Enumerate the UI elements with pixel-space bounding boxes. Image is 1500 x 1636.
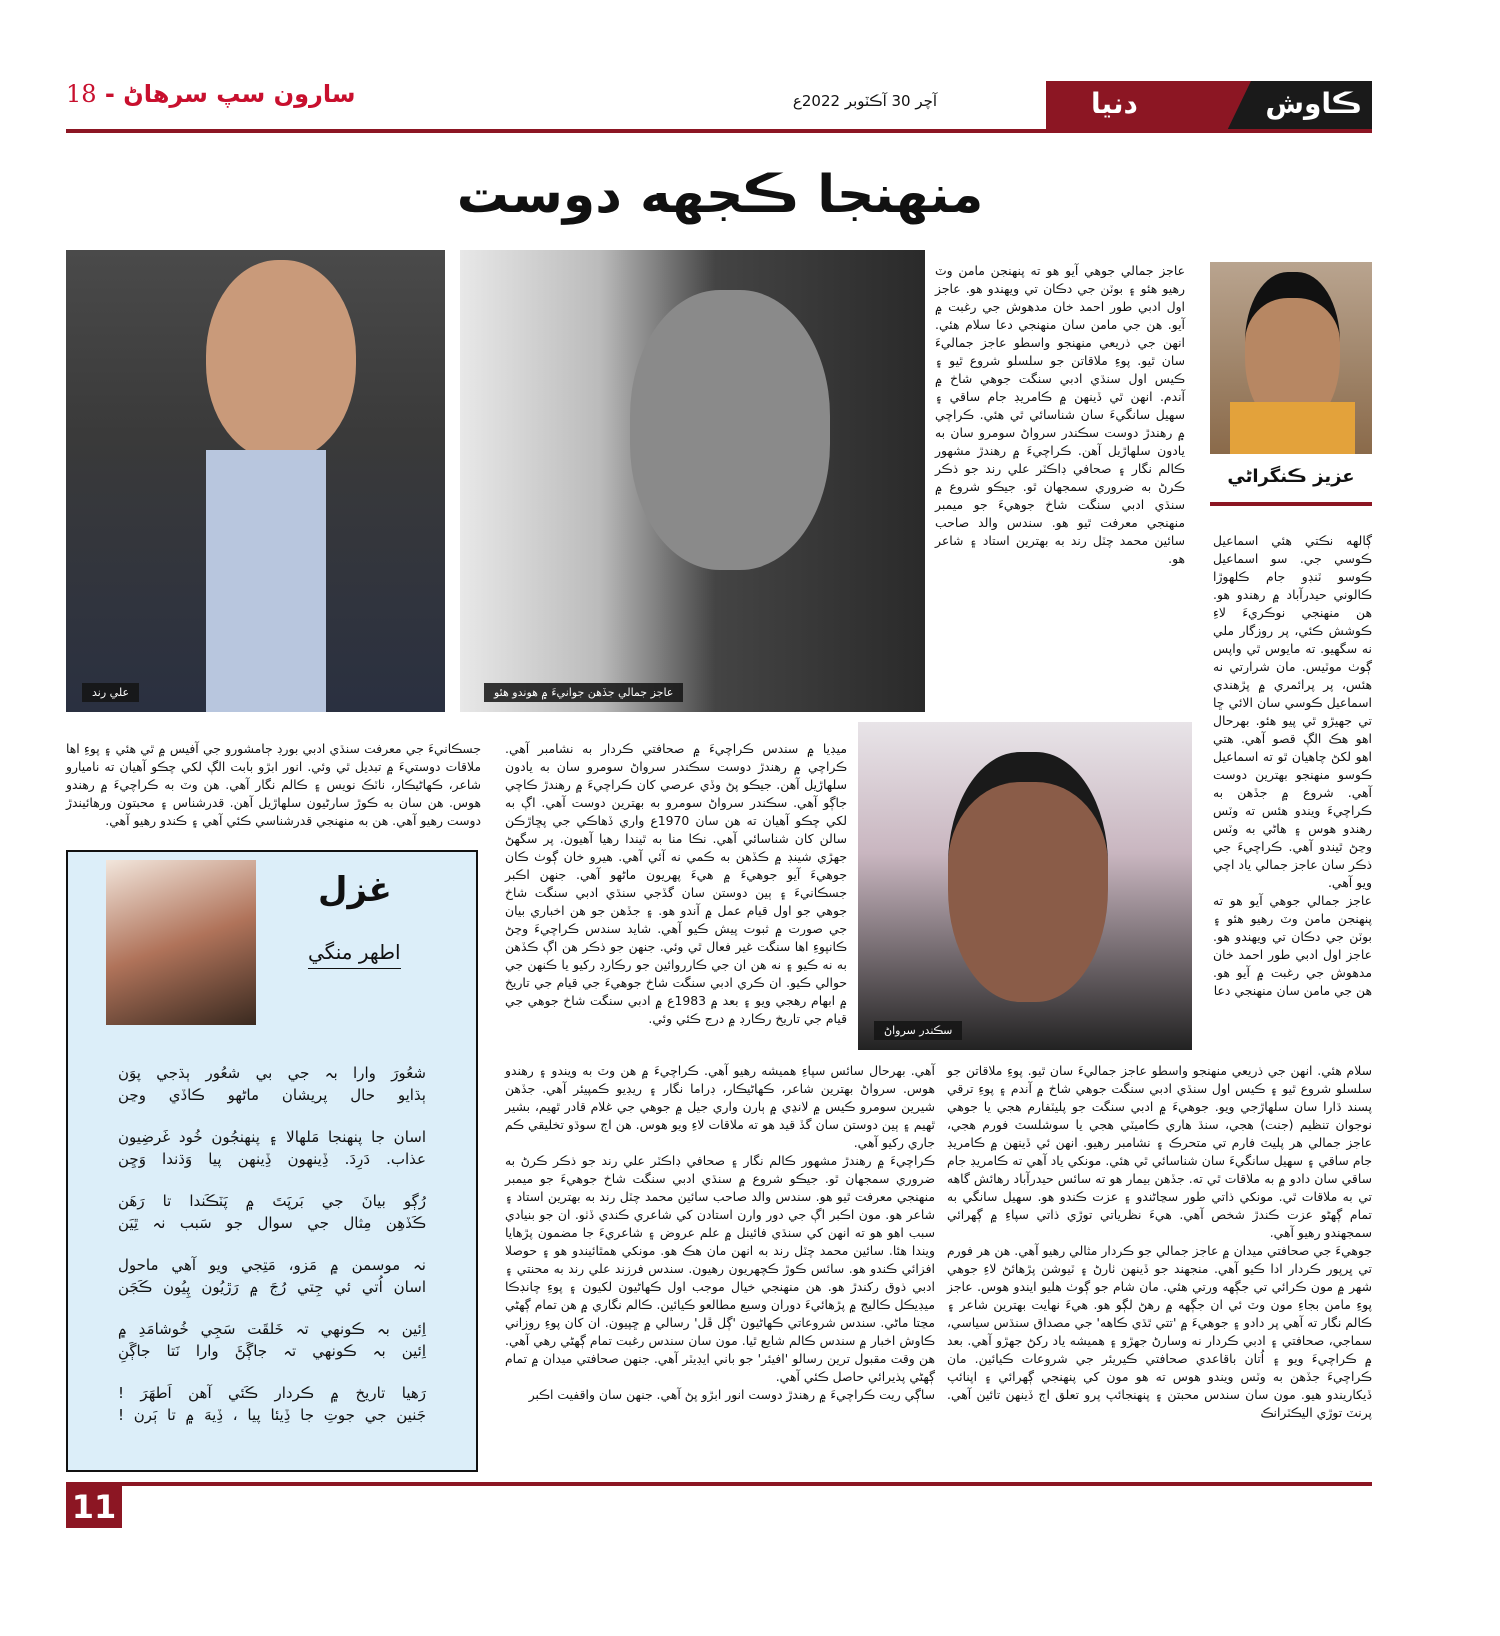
article-column-top-middle: عاجز جمالي جوهي آيو هو ته پنهنجن مامن وٽ رهيو هئو ۽ بوٽن جي دڪان تي ويهندو هو. عاجز اول ادبي طور احمد خان مدهوش جي رغبت ۾ آيو. هن جي مامن سان منهنجي دعا سلام هئي. انهن جي ذريعي منهنجو واسطو عاجز جماليءَ سان ٿيو. پوءِ ملاقاتن جو سلسلو شروع ٿيو ۽ ڪيس اول سنڌي ادبي سنگت جوهي شاخ ۾ آندم. انهن ٿي ڏينهن ۾ ڪامريڊ جام ساقي ۽ سهيل سانگيءَ سان شناسائي ٿي هئي. ڪراچي ۾ رهندڙ دوست سڪندر سرواڻ سومرو سان به يادون سلهاڙيل آهن. ڪراچيءَ ۾ رهندڙ مشهور ڪالم نگار ۽ صحافي ڊاڪٽر علي رند جو ذڪر ڪرڻ به ضروري سمجهان ٿو. جيڪو شروع ۾ سنڌي ادبي سنگت شاخ جوهيءَ جو ميمبر منهنجي معرفت ٿيو هو. سندس والد صاحب سائين محمد چٽل رند به بهترين استاد ۽ شاعر هو. — [935, 263, 1185, 566]
face-shape — [206, 260, 356, 460]
section-name: سارون سپ سرهاڻ — [123, 80, 356, 108]
caption-sikandar: سڪندر سرواڻ — [874, 1021, 962, 1040]
face-shape — [630, 290, 830, 570]
issue-date: آچر 30 آڪٽوبر 2022ع — [792, 92, 938, 110]
ghazal-line: رُڳو بيانَ جي بَرپَتَ ۾ پَٽڪَندا تا رَهَن — [118, 1192, 426, 1210]
logo-kawish: ڪاوش — [1265, 87, 1362, 120]
author-name: عزيز ڪنگراڻي — [1227, 466, 1355, 487]
caption-ali-rind: علي رند — [82, 683, 139, 702]
article-column-bottom-right: سلام هئي. انهن جي ذريعي منهنجو واسطو عاجز جماليءَ سان ٿيو. پوءِ ملاقاتن جو سلسلو شروع ٿيو ۽ ڪيس اول سنڌي ادبي سنگت جوهي شاخ ۾ آندم ۽ پوءِ ترقي پسند ڌارا سان سلهاڙجي ويو. جوهيءَ ۾ ادبي سنگت جو پليٽفارم هجي يا جوهي نوجوان تنظيم (جنت) هجي، سنڌ هاري ڪاميٽي هجي يا سوشلسٽ فورم هجي، عاجز جمالي هر پليٽ فارم تي متحرڪ ۽ نشامبر رهيو. انهن ئي ڏينهن ۾ ڪامريڊ جام ساقي ۽ سهيل سانگيءَ سان شناسائي ٿي هئي. مونکي ياد آهي ته ڪامريڊ جام ساقي سان دادو ۾ به ملاقات ٿي ته. جڏهن بيمار هو ته سائس حيدرآباد رهائش گاهه تي به ملاقات ٿي. مونکي ذاتي طور سڃاڻندو ۽ عزت ڪندو هو. سهيل سانگي به تمام ڳهڻو عزت ڪندڙ شخص آهي. هيءَ نظرياتي توڙي ذاتي سپاءِ ۾ ڳهرائي سمجهندو رهيو آهي. جوهيءَ جي صحافتي ميدان ۾ عاجز جمالي جو ڪردار مثالي رهيو آهي. هن هر فورم تي ڀرپور ڪردار ادا ڪيو آهي. منجهند جو ڏينهن ٺارڻ ۽ ٽيوشن پڙهائڻ لاءِ جوهي شهر ۾ مون ڪرائي تي جڳهه ورتي هئي. مان شام جو ڳوٺ هليو ايندو هوس. عاجز پوءِ مامن بجاءِ مون وٽ ئي ان جڳهه ۾ رهڻ لڳو هو. هيءَ نهايت بهترين شاعر ۽ ڪالم نگار ته آهي پر دادو ۽ جوهيءَ ۾ 'تتي ٿڌي ڪاهه' جي مصداق سنڌس سياسي، سماجي، صحافتي ۽ ادبي ڪردار نه وسارڻ جهڙو ۽ هميشه ياد رکڻ جهڙو آهي. بعد ۾ ڪراچيءَ ويو ۽ اُتان باقاعدي صحافتي ڪيريئر جي شروعات ڪيائين. مان ڪراچيءَ جڏهن به وٽس ويندو هوس ته هو مون کي پنهنجي ڳهرائي ۽ اپنائپ ڏيکاريندو هيو. مون سان سندس محبتن ۽ پنهنجائپ پرو تعلق اڄ ڏينهن تائين آهي. پرنٽ توڙي اليڪٽرانڪ — [947, 1063, 1372, 1420]
page-number: 11 — [66, 1486, 122, 1528]
poet-name: اطهر منگي — [308, 940, 401, 969]
page-title: منهنجا ڪجهه دوست — [456, 165, 984, 225]
article-column-left-top: جسڪانيءَ جي معرفت سنڌي ادبي بورڊ ڄامشورو جي آفيس ۾ ٿي هئي ۽ پوءِ اها ملاقات دوستيءَ ۾ تبديل ٿي وئي. انور ابڙو بابت الڳ لکي چڪو آهيان ته ناميارو شاعر، ڪهاڻيڪار، ناٽڪ نويس ۽ ڪالم نگار آهي. هن وٽ به ڪراچيءَ ۾ رهندو هوس. هن سان به ڪوڙ سارڻيون سلهاڙيل آهن. قدرشناس ۽ محبتون ورهائيندڙ دوست رهيو آهي. هن به منهنجي قدرشناسي ڪئي آهي ۽ ڪندو رهيو آهي. — [66, 741, 481, 828]
ghazal-line: اِئين بہ ڪونهي تہ خَلقَت سَجِي خُوشامَدِ ۾ — [118, 1320, 426, 1338]
shirt-shape — [206, 450, 326, 712]
ghazal-line: اسان جا پنهنجا مَلهالا ۽ پنهنجُون خُود غَرضِيون — [118, 1128, 426, 1146]
footer-rule — [66, 1482, 1372, 1486]
photo-ajiz-jamali — [460, 250, 925, 712]
ghazal-line: شعُورَ وارا بہ جي بي شعُور ٻڌجي پوَن — [118, 1064, 426, 1082]
article-column-middle: ميڊيا ۾ سندس ڪراچيءَ ۾ صحافتي ڪردار به نشامبر آهي. ڪراچي ۾ رهندڙ دوست سڪندر سرواڻ سومرو سان به يادون سلهاڙيل آهن. جيڪو پڻ وڏي عرصي کان ڪراچيءَ ۾ رهندڙ ڪاچي جاڳو آهي. سڪندر سرواڻ سومرو به بهترين دوست آهي. اڳ به لکي چڪو آهيان ته هن سان 1970ع واري ڏهاڪي جي پڇاڙڪن سالن کان شناسائي آهي. نڪا منا به ٿيندا رهيا آهيون. پر سگهڻ جهڙي شينڊ ۾ ڪڏهن به ڪمي نه آئي آهي. هيرو خان ڳوٺ ڪان جوهيءَ آيو جوهيءَ ۾ هيءَ پهريون ماڻهو آهي. جنهن اڪبر جسڪانيءَ ۽ ٻين دوستن سان گڏجي سنڌي ادبي سنگت شاخ جوهي جو اول قيام عمل ۾ آندو هو. ۽ جڏهن جو هن اخباري بيان جي صورت ۾ ثبوت پيش ڪيو آهي. شايد سندس ڪراچيءَ وڃڻ ڪانپوءِ اها سنگت غير فعال ٿي وئي. جنهن جو ذڪر هن اڳ ڪڏهن به نه ڪيو ۽ نه هن ان جي ڪارروائين جو رڪارڊ رکيو يا ڪنهن جي حوالي ڪيو. ان ڪري ادبي سنگت شاخ جوهيءَ جي قيام جي تاريخ ۾ ابهام رهجي ويو ۽ بعد ۾ 1983ع ۾ ادبي سنگت شاخ جوهي جي قيام جي تاريخ رڪارڊ ۾ درج ڪئي وئي. — [505, 741, 848, 1026]
section-title — [66, 80, 355, 108]
section-separator: - — [96, 80, 115, 108]
photo-sikandar-sarwan — [858, 722, 1192, 1050]
ghazal-line: اِئين بہ ڪونهي تہ جاڳَڻَ وارا نَتا جاڳَنِ — [118, 1342, 426, 1360]
shirt-shape — [1230, 402, 1355, 454]
ghazal-line: نہ موسمن ۾ مَزو، مَتِجي ويو آهي ماحول — [118, 1256, 426, 1274]
ghazal-box — [66, 850, 478, 1472]
caption-ajiz: عاجز جمالي جڏهن جوانيءَ ۾ هوندو هئو — [484, 683, 683, 702]
ghazal-line: جَنين جي جوتِ جا ڏِيئا پيا ، ڏِيهَ ۾ تا ٻَرن ! — [118, 1406, 426, 1424]
ghazal-heading: غزل — [318, 870, 392, 910]
photo-ali-rind — [66, 250, 445, 712]
poet-photo — [106, 860, 256, 1025]
face-shape — [948, 752, 1108, 1002]
article-column-bottom-middle: آهي. بهرحال سائس سپاءِ هميشه رهيو آهي. ڪراچيءَ ۾ هن وٽ به ويندو ۽ رهندو هوس. سرواڻ بهترين شاعر، ڪهاڻيڪار، ڊراما نگار ۽ ريڊيو ڪمپيئر آهي. جڏهن شيرين سومرو ڪيس ۾ لانڍي ۾ ٻارن واري جيل ۾ جوهي جي غلام قادر ٿهيم، بشير ٿهيم ۽ ٻين دوستن سان گڏ قيد هو ته ملاقات لاءِ ويو هوس. هن اڄ سوڌو تخليقي ڪم جاري رکيو آهي. ڪراچيءَ ۾ رهندڙ مشهور ڪالم نگار ۽ صحافي ڊاڪٽر علي رند جو ذڪر ڪرڻ به ضروري سمجهان ٿو. جيڪو شروع ۾ سنڌي ادبي سنگت شاخ جوهيءَ جو ميمبر منهنجي معرفت ٿيو هو. سندس والد صاحب سائين محمد چٽل رند به بهترين استاد ۽ شاعر هو. مون اڪبر اڳ جي دور وارن استادن کي شاعري ڪندي ڏٺو. ان جو بنيادي سبب اهو هو ته انهن کي سنڌي فائينل ۾ علم عروض ۽ شاعريءَ جا مضمون پڙهايا ويندا هئا. سائين محمد چٽل رند به انهن مان هڪ هو. مونکي همٿائيندو هو ۽ حوصلا افزائي ڪندو هو. سائس ڪوڙ ڪچهريون رهيون. سندس فرزند علي رند به محنتي ۽ ادبي ذوق رکندڙ هو. هن منهنجي خيال موجب اول ڪهاڻيون لکيون ۽ پوءِ چانڊڪا ميڊيڪل ڪاليج ۾ پڙهائيءَ دوران وسيع مطالعو ڪيائين. ڪالم نگاري ۾ هن تمام ڳهڻي مڃتا ماڻي. سندس شروعاتي ڪهاڻيون 'ڳل ڦل' رسالي ۾ ڇپيون. ان کان پوءِ روزاني ڪاوش اخبار ۾ سندس ڪالم شايع ٿيا. مون سان سندس رغبت تمام ڳهڻي رهي آهي. هن وقت مقبول ترين رسالو 'افيئر' جو باني ايڊيٽر آهي. جنهن صحافتي ميدان ۾ تمام ڳهڻي پذيرائي حاصل ڪئي آهي. ساڳي ريت ڪراچيءَ ۾ رهندڙ دوست انور ابڙو پڻ آهي. جنهن سان واقفيت اڪبر — [505, 1063, 935, 1402]
logo-red-block — [1046, 81, 1251, 132]
logo-dunya: دنيا — [1091, 87, 1138, 120]
page-ref: 18 — [66, 80, 97, 108]
ghazal-line: ڪَڏهِن مِثال جي سوال جو سَبب نہ ٿِيَن — [118, 1214, 426, 1232]
ghazal-line: ٻڌايو حال پريشان ماڻهو ڪاڏي وڃن — [118, 1086, 426, 1104]
ghazal-line: عذاب. دَرِدَ. ڏِينهون ڏِينهن پيا وَڌندا وَڃِن — [118, 1150, 426, 1168]
logo — [1046, 81, 1372, 132]
ghazal-line: رَهيا تاريخ ۾ ڪردار ڪَئي آهن اَطهَرَ ! — [118, 1384, 426, 1402]
author-rule — [1210, 502, 1372, 506]
article-column-right: ڳالهه نڪتي هئي اسماعيل ڪوسي جي. سو اسماعيل ڪوسو ٽنڊو جام ڪلهوڙا ڪالوني حيدرآباد ۾ رهندو هو. هن منهنجي نوڪريءَ لاءِ ڪوشش ڪئي، پر روزگار ملي نه سگهيو. ته مايوس ٿي واپس ڳوٺ موٽيس. مان شرارتي نه هئس، پر پرائمري ۾ پڙهندي اسماعيل ڪوسي سان الائي ڇا تي جهيڙو ٿي پيو هئو. بهرحال اهو هڪ الڳ قصو آهي. هتي اهو لکڻ چاهيان ٿو ته اسماعيل ڪوسو منهنجو بهترين دوست آهي. شروع ۾ جڏهن به ڪراچيءَ ويندو هئس ته وٽس رهندو هوس ۽ هاڻي به وٽس وڃڻ ٿيندو آهي. ڪراچيءَ جي ذڪر سان عاجز جمالي ياد اچي ويو آهي. عاجز جمالي جوهي آيو هو ته پنهنجن مامن وٽ رهيو هئو ۽ بوٽن جي دڪان تي ويهندو هو. عاجز اول ادبي طور احمد خان مدهوش جي رغبت ۾ آيو هو. هن جي مامن سان منهنجي دعا — [1213, 533, 1372, 998]
photo-author — [1210, 262, 1372, 454]
ghazal-verses — [118, 1062, 426, 1426]
ghazal-line: اسان اُتي ئي جِتي رُجَ ۾ رَڙيُون پِيُون ڪَجَن — [118, 1278, 426, 1296]
header-rule — [66, 129, 1372, 133]
